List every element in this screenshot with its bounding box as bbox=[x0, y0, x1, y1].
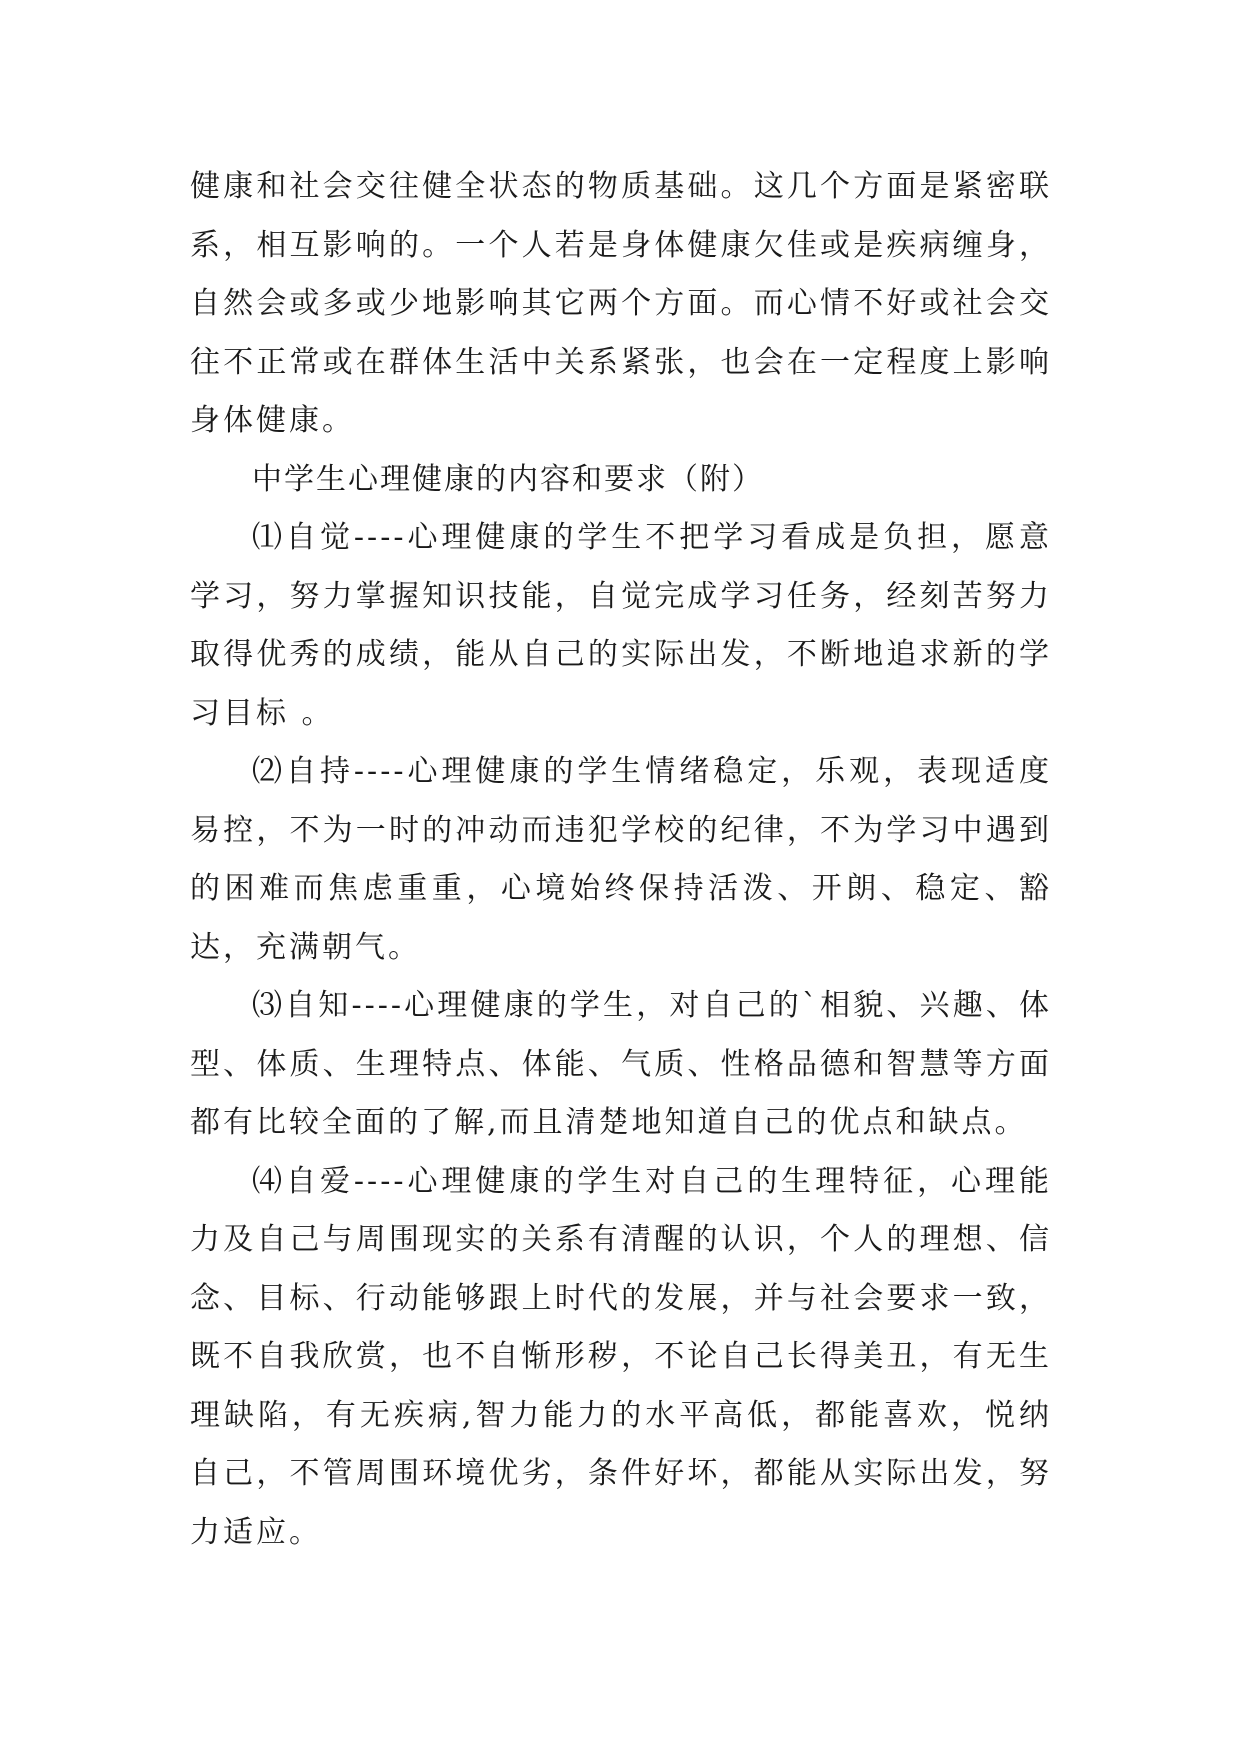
section-title: 中学生心理健康的内容和要求（附） bbox=[252, 461, 764, 497]
paragraph-item-4: ⑷自爱----心理健康的学生对自己的生理特征，心理能力及自己与周围现实的关系有清醒的认识，个人的理想、信念、目标、行动能够跟上时代的发展，并与社会要求一致，既不自我欣赏，也不自惭形秽，不论自己长得美丑，有无生理缺陷，有无疾病,智力能力的水平高低，都能喜欢，悦纳自己，不管周围环境优劣，条件好坏，都能从实际出发，努力适应。 bbox=[190, 1163, 1052, 1550]
paragraph-item-3: ⑶自知----心理健康的学生，对自己的`相貌、兴趣、体型、体质、生理特点、体能、气质、性格品德和智慧等方面都有比较全面的了解,而且清楚地知道自己的优点和缺点。 bbox=[190, 988, 1052, 1140]
paragraph-item-2: ⑵自持----心理健康的学生情绪稳定，乐观，表现适度易控，不为一时的冲动而违犯学校的纪律，不为学习中遇到的困难而焦虑重重，心境始终保持活泼、开朗、稳定、豁达，充满朝气。 bbox=[190, 754, 1052, 965]
document-body bbox=[190, 158, 1052, 1562]
paragraph-item-1: ⑴自觉----心理健康的学生不把学习看成是负担，愿意学习，努力掌握知识技能，自觉完成学习任务，经刻苦努力取得优秀的成绩，能从自己的实际出发，不断地追求新的学习目标 。 bbox=[190, 520, 1052, 731]
paragraph-continuation: 健康和社会交往健全状态的物质基础。这几个方面是紧密联系，相互影响的。一个人若是身体健康欠佳或是疾病缠身，自然会或多或少地影响其它两个方面。而心情不好或社会交往不正常或在群体生活中关系紧张，也会在一定程度上影响身体健康。 bbox=[190, 169, 1052, 438]
